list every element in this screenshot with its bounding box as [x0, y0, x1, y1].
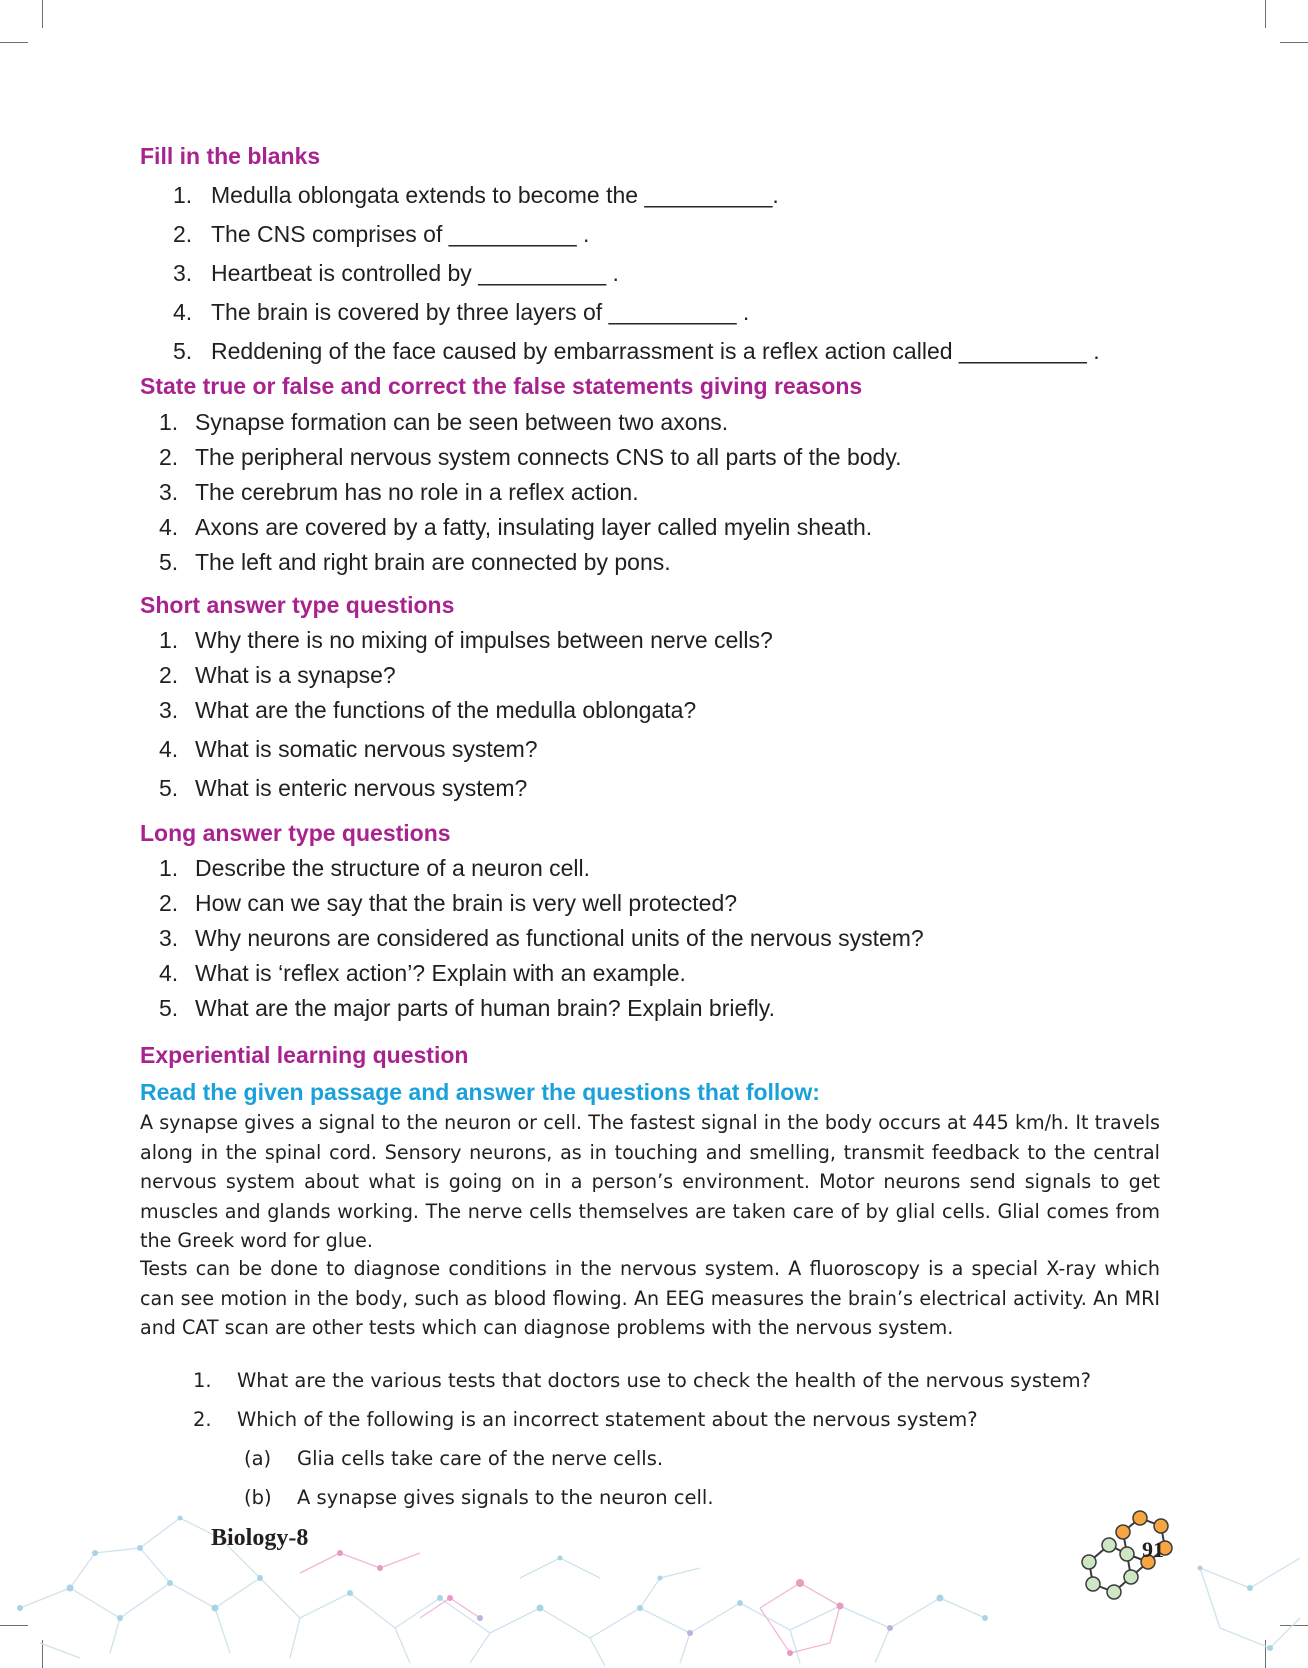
item-text: The cerebrum has no role in a reflex action. [195, 479, 639, 505]
item-number: 3. [173, 260, 193, 286]
item-text: Synapse formation can be seen between two axons. [195, 409, 729, 435]
hexagon-molecule-icon [1058, 1510, 1178, 1620]
item-text: Which of the following is an incorrect statement about the nervous system? [237, 1408, 978, 1431]
item-number: 2. [159, 890, 179, 916]
item-number: 2. [173, 221, 193, 247]
item-number: 4. [173, 299, 193, 325]
item-text: The brain is covered by three layers of __________ . [211, 299, 750, 325]
item-text: Why there is no mixing of impulses between nerve cells? [195, 627, 773, 653]
short-answer-heading: Short answer type questions [140, 592, 455, 618]
passage-paragraph: A synapse gives a signal to the neuron or cell. The fastest signal in the body occurs at 445 km/h. It travels along in the spinal cord. Sensory neurons, as in touching and smelling, transmit feedback to the central nervous system about what is going on in a person’s environment. Motor neurons send signals to get muscles and glands working. The nerve cells themselves are taken care of by glial cells. Glial comes from the Greek word for glue. [140, 1111, 1160, 1253]
item-number: 1. [159, 409, 179, 435]
item-text: What are the major parts of human brain? Explain briefly. [195, 995, 775, 1021]
item-number: 1. [193, 1369, 212, 1392]
item-text: The CNS comprises of __________ . [211, 221, 590, 247]
item-number: 3. [159, 925, 179, 951]
item-number: 5. [159, 775, 179, 801]
item-number: 4. [159, 960, 179, 986]
option-label: (a) [244, 1447, 272, 1470]
item-text: Why neurons are considered as functional units of the nervous system? [195, 925, 924, 951]
option-label: (b) [244, 1486, 272, 1509]
item-text: What is enteric nervous system? [195, 775, 528, 801]
book-title: Biology-8 [211, 1525, 309, 1551]
true-false-heading: State true or false and correct the false statements giving reasons [140, 373, 863, 399]
item-number: 1. [159, 855, 179, 881]
experiential-heading: Experiential learning question [140, 1042, 469, 1068]
crop-mark [1280, 42, 1308, 43]
item-number: 5. [159, 549, 179, 575]
item-number: 1. [173, 182, 193, 208]
item-text: Reddening of the face caused by embarrassment is a reflex action called __________ . [211, 338, 1100, 364]
long-answer-heading: Long answer type questions [140, 820, 451, 846]
page-number: 91 [1142, 1537, 1164, 1562]
item-text: What are the functions of the medulla oblongata? [195, 697, 697, 723]
crop-mark [0, 42, 28, 43]
item-text: Axons are covered by a fatty, insulating layer called myelin sheath. [195, 514, 873, 540]
item-text: Describe the structure of a neuron cell. [195, 855, 591, 881]
item-text: What are the various tests that doctors use to check the health of the nervous system? [237, 1369, 1092, 1392]
item-number: 5. [173, 338, 193, 364]
item-number: 2. [159, 662, 179, 688]
option-text: Glia cells take care of the nerve cells. [297, 1447, 664, 1470]
item-number: 2. [193, 1408, 212, 1431]
option-text: A synapse gives signals to the neuron cell. [297, 1486, 714, 1509]
item-number: 3. [159, 697, 179, 723]
passage-instruction: Read the given passage and answer the questions that follow: [140, 1079, 820, 1105]
item-text: What is ‘reflex action’? Explain with an example. [195, 960, 686, 986]
passage-paragraph: Tests can be done to diagnose conditions in the nervous system. A fluoroscopy is a special X-ray which can see motion in the body, such as blood flowing. An EEG measures the brain’s electrical activity. An MRI and CAT scan are other tests which can diagnose problems with the nervous system. [140, 1257, 1160, 1340]
item-text: What is somatic nervous system? [195, 736, 538, 762]
item-number: 4. [159, 514, 179, 540]
item-text: What is a synapse? [195, 662, 396, 688]
fill-blanks-heading: Fill in the blanks [140, 143, 321, 169]
item-number: 3. [159, 479, 179, 505]
item-text: How can we say that the brain is very well protected? [195, 890, 738, 916]
item-text: Medulla oblongata extends to become the __________. [211, 182, 779, 208]
item-text: The peripheral nervous system connects CNS to all parts of the body. [195, 444, 902, 470]
item-text: Heartbeat is controlled by __________ . [211, 260, 619, 286]
crop-mark [1265, 0, 1266, 28]
item-number: 1. [159, 627, 179, 653]
item-text: The left and right brain are connected by pons. [195, 549, 671, 575]
item-number: 5. [159, 995, 179, 1021]
item-number: 4. [159, 736, 179, 762]
item-number: 2. [159, 444, 179, 470]
crop-mark [42, 0, 43, 28]
